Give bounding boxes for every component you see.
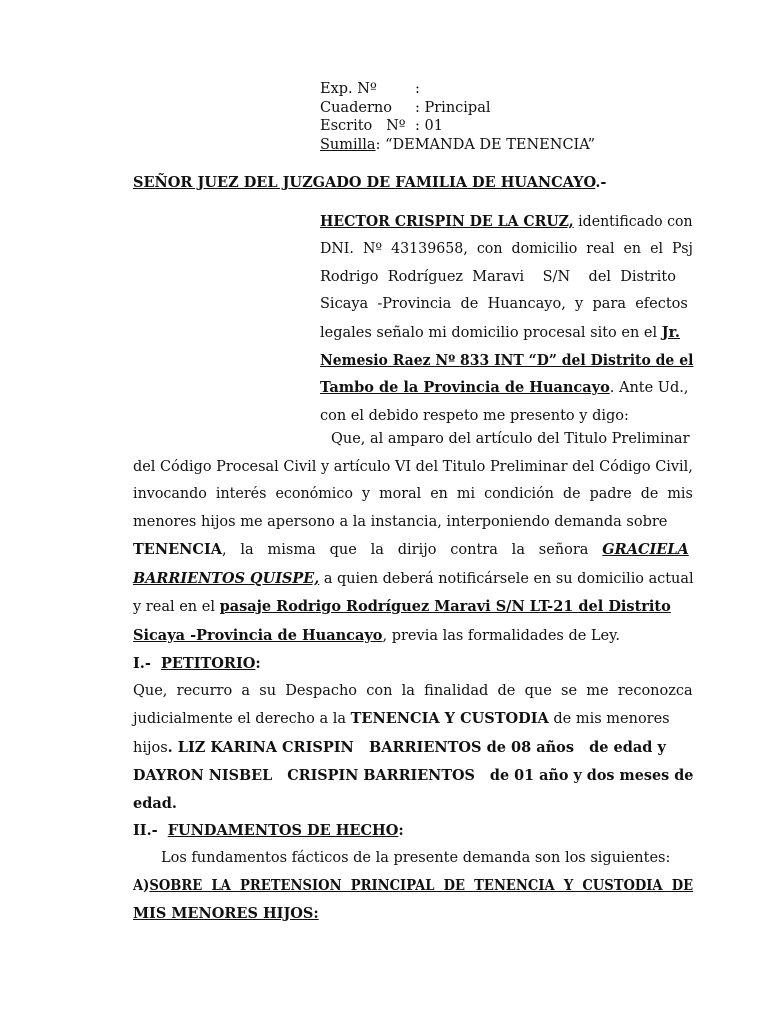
defendant-address: pasaje Rodrigo Rodríguez Maravi S/N LT-21 del Distrito: [219, 598, 671, 615]
para3-line-1: Los fundamentos fácticos de la presente demanda son los siguientes:: [161, 849, 671, 866]
exp-label: Exp. Nº: [320, 81, 377, 97]
procedural-address: Jr.: [661, 323, 680, 341]
para1-line-7: [133, 593, 693, 622]
section-fundamentos-heading: [133, 817, 693, 845]
subsection-a-line-2: MIS MENORES HIJOS:: [133, 904, 319, 922]
addressee-text: SEÑOR JUEZ DEL JUZGADO DE FAMILIA DE HUANCAYO: [133, 174, 596, 191]
para2-line-5: edad.: [133, 794, 177, 812]
intro-line-8: con el debido respeto me presento y digo:: [320, 407, 629, 424]
cuaderno-row: [320, 99, 595, 118]
subsection-title: SOBRE LA PRETENSION PRINCIPAL DE TENENCIA Y CUSTODIA DE: [149, 877, 694, 894]
para2-line-4: DAYRON NISBEL CRISPIN BARRIENTOS de 01 año y dos meses de: [133, 767, 694, 784]
section-colon: :: [398, 822, 404, 839]
intro-line-1: [320, 208, 693, 236]
para1-line-3: invocando interés económico y moral en mi condición de padre de mis: [133, 486, 693, 502]
intro-line-2: DNI. Nº 43139658, con domicilio real en el Psj: [320, 241, 693, 258]
para-text: judicialmente el derecho a la: [133, 711, 351, 727]
intro-text: identificado con: [573, 214, 693, 230]
para1-line-8: [133, 622, 693, 651]
intro-text: legales señalo mi domicilio procesal sito en el: [320, 324, 662, 341]
escrito-row: [320, 117, 595, 136]
para1-line-6: [133, 565, 694, 594]
exp-value: :: [415, 81, 420, 97]
intro-line-6: Nemesio Raez Nº 833 INT “D” del Distrito de el: [320, 352, 694, 370]
defendant-name: GRACIELA: [602, 541, 689, 558]
para2-line-3: [133, 734, 693, 763]
intro-line-4: Sicaya -Provincia de Huancayo, y para efectos: [320, 296, 688, 313]
addressee-line: [133, 174, 606, 191]
para-text: hijos: [133, 739, 168, 756]
exp-row: [320, 80, 595, 99]
section-number: II.-: [133, 822, 168, 839]
escrito-label: Escrito Nº: [320, 118, 406, 134]
para-text: a quien deberá notificársele en su domicilio actual: [319, 570, 694, 587]
section-petitorio-heading: [133, 650, 693, 678]
para-text: y real en el: [133, 599, 220, 615]
sumilla-value: : “DEMANDA DE TENENCIA”: [375, 136, 596, 153]
defendant-address: Sicaya -Provincia de Huancayo: [133, 626, 383, 644]
para-text: de mis menores: [548, 711, 670, 727]
escrito-value: : 01: [415, 118, 443, 134]
case-header: [320, 80, 595, 154]
intro-line-5: [320, 319, 693, 347]
para2-line-2: [133, 705, 693, 734]
section-title: PETITORIO: [160, 655, 256, 672]
cuaderno-value: : Principal: [415, 99, 491, 116]
sumilla-label: Sumilla: [320, 136, 376, 153]
para1-line-1: Que, al amparo del artículo del Titulo Preliminar: [331, 431, 690, 447]
intro-text: . Ante Ud.,: [609, 380, 689, 397]
body-text: [133, 426, 693, 927]
intro-line-7: [320, 374, 693, 402]
section-number: I.-: [133, 655, 161, 672]
para-text: , la misma que la dirijo contra la señora: [221, 542, 603, 558]
subsection-a-line-1: [133, 872, 694, 900]
children-names: . LIZ KARINA CRISPIN BARRIENTOS de 08 años de edad y: [167, 738, 666, 756]
para2-line-1: Que, recurro a su Despacho con la finalidad de que se me reconozca: [133, 682, 693, 699]
intro-paragraph: [320, 208, 693, 430]
subsection-label: A): [133, 877, 150, 894]
para1-line-4: menores hijos me apersono a la instancia, interponiendo demanda sobre: [133, 513, 668, 530]
bold-term: TENENCIA: [133, 541, 222, 558]
para-text: , previa las formalidades de Ley.: [382, 627, 621, 644]
cuaderno-label: Cuaderno: [320, 99, 392, 116]
bold-term: TENENCIA Y CUSTODIA: [350, 710, 549, 727]
section-title: FUNDAMENTOS DE HECHO: [167, 822, 399, 839]
addressee-suffix: .-: [595, 174, 607, 191]
defendant-name: BARRIENTOS QUISPE,: [133, 569, 320, 587]
para1-line-5: [133, 536, 693, 565]
para1-line-2: del Código Procesal Civil y artículo VI del Titulo Preliminar del Código Civil,: [133, 458, 693, 475]
procedural-address: Tambo de la Provincia de Huancayo: [320, 379, 610, 397]
intro-line-3: Rodrigo Rodríguez Maravi S/N del Distrito: [320, 268, 676, 285]
plaintiff-name: HECTOR CRISPIN DE LA CRUZ,: [320, 213, 574, 230]
sumilla-row: [320, 136, 595, 155]
section-colon: :: [255, 655, 261, 672]
